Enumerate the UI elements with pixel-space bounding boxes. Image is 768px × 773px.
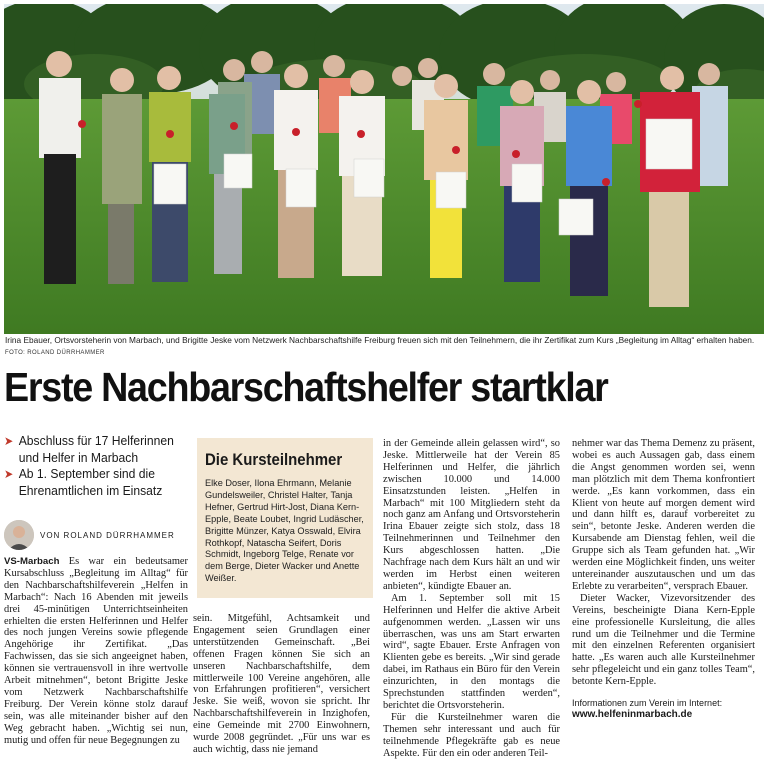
summary-bullet-text: Abschluss für 17 Helferinnen und Helfer in Marbach xyxy=(18,433,174,465)
caption-text: Irina Ebauer, Ortsvorsteherin von Marbach, und Brigitte Jeske vom Netzwerk Nachbarschaftshilfe Freiburg freuen sich mit den Teilnehmern, die ihr Zertifikat zum Kurs „Begleitung im Alltag“ erhalten haben. xyxy=(5,335,755,345)
author-avatar xyxy=(4,520,34,550)
summary-bullet xyxy=(4,433,188,466)
paragraph: in der Gemeinde allein gelassen wird“, so Jeske. Mittlerweile hat der Verein 85 Helferinnen und Helfer, die jährlich zwischen 10.000 und 14.000 Einsatzstunden leisten. „Helfen in Marbach“ mit 100 Mitgliedern steht da noch ganz am Anfang und Ortsvorsteherin Irina Ebauer zeigte sich stolz, dass 18 Teilnehmerinnen und Teilnehmer den Kurs abgeschlossen hatten. „Die Nachfrage nach dem Kurs hält an und wir werden im Herbst einen weiteren anbieten“, kündigte Ebauer an. xyxy=(383,438,560,592)
website-link[interactable]: www.helfeninmarbach.de xyxy=(572,709,693,721)
summary-bullet xyxy=(4,466,188,499)
contact-info xyxy=(572,698,755,720)
participants-title: Die Kursteilnehmer xyxy=(205,450,343,469)
participants-names: Elke Doser, Ilona Ehrmann, Melanie Gundelsweiler, Christel Halter, Tanja Hefner, Gertrud Hirt-Jost, Diana Kern-Epple, Beate Loubet, Ingrid Ludäscher, Brigitte Münzer, Katya Osswald, Elvira Rothkopf, Natascha Seifert, Doris Schmidt, Ingeborg Telge, Renate vor dem Berge, Dieter Wacker und Anette Weißer. xyxy=(205,478,364,584)
lead-text: Es war ein bedeutsamer Kursabschluss „Begleitung im Alltag“ für den Nachbarschaftshilfeverein „Helfen in Marbach“: Nach 16 Abenden mit jeweils drei 45-minütigen Unterrichtseinheiten erhielten die ersten Helferinnen und Helfer des noch jungen Vereins sowie pflegende Angehörige ihr Zertifikat. „Das Fachwissen, das sie sich angeeignet haben, können sie vertrauensvoll in ihre wertvolle Arbeit mitnehmen“, betont Brigitte Jeske vom Netzwerk Nachbarschaftshilfe Freiburg. Der Verein könne stolz darauf sein, was alle miteinander bisher auf den Weg gebracht haben. „Wichtig sei nun, mutig und offen für neue Begegnungen zu xyxy=(4,556,188,746)
byline xyxy=(4,518,188,552)
participants-box xyxy=(197,438,373,598)
summary-bullets xyxy=(4,433,190,499)
paragraph: Für die Kursteilnehmer waren die Themen sehr interessant und auch für teilnehmende Pflegekräfte gab es neue Aspekte. Für den ein oder anderen Teil- xyxy=(383,711,560,759)
contact-label: Informationen zum Verein im Internet: xyxy=(572,698,723,709)
triangle-bullet-icon: ➤ xyxy=(4,434,14,448)
author-name: VON ROLAND DÜRRHAMMER xyxy=(40,530,175,540)
article-lead xyxy=(4,556,188,747)
paragraph: Am 1. September soll mit 15 Helferinnen und Helfer die aktive Arbeit aufgenommen werden. „Lassen wir uns überraschen, was uns am Start erwarten wird“, sagte Ebauer. Erste Anfragen von Klienten gebe es bereits. „Wir sind gerade dabei, im Rathaus ein Büro für den Verein einzurichten, in den montags die Sprechstunden stattfinden werden“, berichtet die Ortsvorsteherin. xyxy=(383,592,560,711)
dateline: VS-Marbach xyxy=(4,556,60,567)
photo-caption xyxy=(5,335,763,359)
article-headline: Erste Nachbarschaftshelfer startklar xyxy=(4,364,608,410)
article-column-2 xyxy=(193,613,370,756)
triangle-bullet-icon: ➤ xyxy=(4,467,14,481)
paragraph: nehmer war das Thema Demenz zu präsent, wobei es auch Aussagen gab, dass einem die Angst genommen worden sei, wenn man plötzlich mit dem Thema konfrontiert werde. „Es kann vorkommen, dass ein Klient von heute auf morgen dement wird und dann hilft es, darauf vorbereitet zu sein“, betonte Jeske. Anderen werden die Kursabende am Dienstag fehlen, weil die Gruppe sich als Team gefunden hat. „Wir werden eine Möglichkeit finden, uns weiter untereinander auszutauschen und um das Erlebte zu verarbeiten“, versprach Ebauer. xyxy=(572,438,755,592)
summary-bullet-text: Ab 1. September sind die Ehrenamtlichen im Einsatz xyxy=(18,466,163,498)
paragraph: Dieter Wacker, Vizevorsitzender des Vereins, bescheinigte Diana Kern-Epple eine professionelle Kursleitung, die alles rund um die Teilnehmer und die Termine mit den einzelnen Referenten organisiert hatte. „Es waren auch alle Kursteilnehmer sehr pflegeleicht und ein ganz tolles Team“, betonte Kern-Epple. xyxy=(572,592,755,688)
photo-credit: FOTO: ROLAND DÜRRHAMMER xyxy=(5,350,105,356)
group-photo xyxy=(4,4,764,334)
paragraph: sein. Mitgefühl, Achtsamkeit und Engagement seien Grundlagen einer unterstützenden Gemeinschaft. „Bei offenen Fragen können Sie sich an unseren Nachbarschaftshilfe, dem mittlerweile 100 Vereine angehören, alle von Erfahrungen profitieren“, versichert Jeske. Sie weiß, wovon sie spricht. Ihr Nachbarschaftshilfeverein in Inzighofen, eine Gemeinde mit 2700 Einwohnern, wurde 2008 gegründet. „Für uns war es auch wichtig, dass nie jemand xyxy=(193,613,370,755)
article-column-3 xyxy=(383,438,560,759)
article-column-4 xyxy=(572,438,755,720)
group-photo-illustration xyxy=(4,4,764,334)
